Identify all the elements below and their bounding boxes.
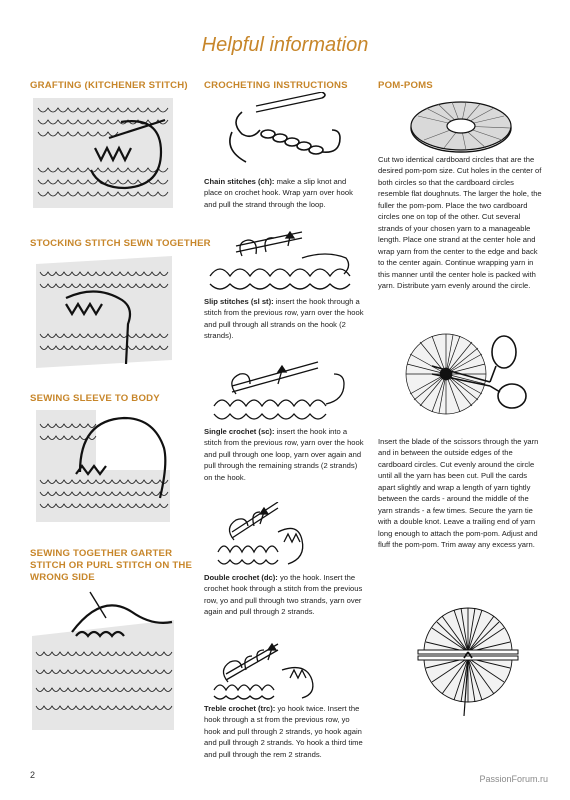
grafting-heading: GRAFTING (KITCHENER STITCH) [30,80,188,91]
pom-pom-scissors-illustration [392,322,532,426]
garter-heading-line3: WRONG SIDE [30,572,95,583]
pom-pom-cardboard-illustration [406,96,516,156]
page-number: 2 [30,770,36,780]
pom-pom-heading: POM-POMS [378,80,433,91]
slip-stitch-term: Slip stitches (sl st): [204,297,274,306]
double-crochet-text [204,572,366,618]
double-crochet-illustration [208,502,348,568]
chain-stitch-desc: make a slip knot and place on crochet hook. Wrap yarn over hook and pull the strand through the loop. [204,177,353,209]
page-title: Helpful information [201,34,369,56]
stocking-illustration [36,256,172,368]
garter-heading-line1: SEWING TOGETHER GARTER [30,548,173,559]
slip-stitch-illustration [206,226,356,292]
double-crochet-desc: yo the hook. Insert the crochet hook through a stitch from the previous row, yo and pull through two strands, yarn over again and pull through 2 strands. [204,573,363,617]
single-crochet-text [204,426,366,483]
grafting-illustration [33,98,173,208]
pom-pom-tie-illustration [416,592,520,720]
treble-crochet-desc: yo hook twice. Insert the hook through a st from the previous row, yo hook and pull through 2 strands, yo hook again and pull through 2 strands. Yo hook a third time and pull through the rem 2 strands. [204,704,363,759]
chain-stitch-illustration [212,92,352,168]
pom-pom-text-2: Insert the blade of the scissors through the yarn and in between the outside edges of the cardboard circles. Cut evenly around the circle until all the yarn has been cut. Pull the cards apart slightly and wrap a length of yarn tightly between the cards - around the middle of the yarn strands - a few times. Secure the yarn tie with a double knot. Leave a trailing end of yarn long enough to attach the pom-pom. Adjust and fluff the pom-pom. Trim away any excess yarn. [378,437,539,550]
single-crochet-illustration [206,360,356,424]
stocking-heading: STOCKING STITCH SEWN TOGETHER [30,238,211,249]
single-crochet-desc: insert the hook into a stitch from the previous row, yarn over the hook and pull through one loop, yarn over again and pull through the remaining strands (2 strands) on the hook. [204,427,364,482]
slip-stitch-desc: insert the hook through a stitch from the previous row, yarn over the hook and pull through all strands on the hook (2 strands). [204,297,364,341]
single-crochet-term: Single crochet (sc): [204,427,275,436]
garter-heading-line2: STITCH OR PURL STITCH ON THE [30,560,193,571]
crochet-heading: CROCHETING INSTRUCTIONS [204,80,348,91]
double-crochet-term: Double crochet (dc): [204,573,278,582]
sleeve-heading: SEWING SLEEVE TO BODY [30,393,160,404]
pom-pom-text-1: Cut two identical cardboard circles that are the desired pom-pom size. Cut holes in the center of both circles so that the cardboard circles resemble flat doughnuts. The larger the hole, the fuller the pom-pom. Place the two cardboard circles one on top of the other. Cut several strands of your chosen yarn to a manageable length. Place one strand at the center hole and wrap yarn from the center to the edge and back to the center again. Continue wrapping yarn in this manner until the center hole is packed with yarn. Distribute yarn evenly around the circle. [378,155,542,290]
sleeve-illustration [36,410,170,522]
slip-stitch-text [204,296,364,342]
treble-crochet-term: Treble crochet (trc): [204,704,276,713]
chain-stitch-term: Chain stitches (ch): [204,177,275,186]
watermark: PassionForum.ru [479,774,548,784]
garter-illustration [32,590,174,730]
treble-crochet-illustration [206,640,354,702]
chain-stitch-text [204,176,364,210]
treble-crochet-text [204,703,366,760]
